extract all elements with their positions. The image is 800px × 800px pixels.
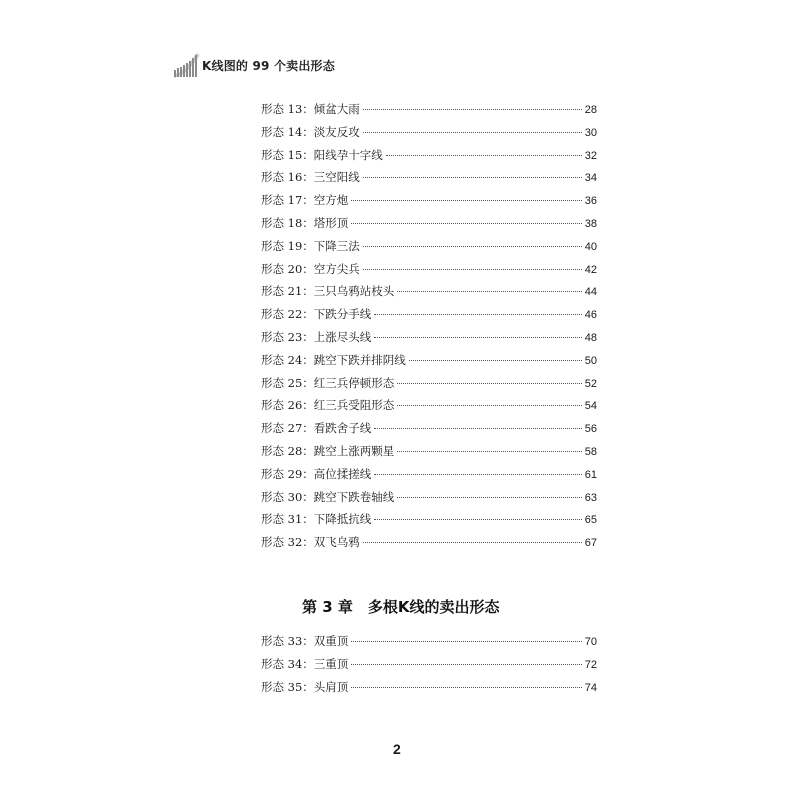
dot-leader — [386, 155, 582, 156]
page-reference: 56 — [584, 423, 597, 436]
separator: ： — [302, 512, 314, 527]
toc-entry[interactable] — [261, 511, 597, 534]
pattern-name: 三只乌鸦站枝头 — [313, 284, 395, 299]
separator: ： — [302, 193, 314, 208]
dot-leader — [397, 497, 581, 498]
dot-leader — [374, 314, 581, 315]
pattern-name: 塔形顶 — [313, 215, 349, 230]
pattern-number: 形态 19 — [261, 238, 303, 253]
pattern-number: 形态 25 — [261, 375, 303, 390]
dot-leader — [351, 200, 581, 201]
pattern-number: 形态 32 — [261, 535, 303, 550]
toc-entry[interactable] — [261, 679, 597, 702]
dot-leader — [363, 269, 582, 270]
page-reference: 38 — [584, 217, 597, 230]
pattern-name: 淡友反攻 — [313, 124, 360, 139]
pattern-name: 跳空下跌并排阴线 — [313, 352, 406, 367]
separator: ： — [302, 284, 314, 299]
page-reference: 32 — [584, 149, 597, 162]
pattern-number: 形态 20 — [261, 261, 303, 276]
pattern-number: 形态 33 — [261, 634, 303, 648]
toc-entry[interactable] — [261, 283, 597, 306]
pattern-name: 红三兵受阻形态 — [313, 398, 395, 413]
toc-entry[interactable] — [261, 656, 597, 679]
separator: ： — [302, 489, 314, 504]
toc-entry[interactable] — [261, 238, 597, 261]
pattern-name: 三空阳线 — [313, 170, 360, 185]
dot-leader — [374, 337, 581, 338]
dot-leader — [363, 109, 582, 110]
separator: ： — [302, 170, 314, 185]
page-reference: 67 — [584, 537, 597, 550]
separator: ： — [302, 307, 314, 322]
toc-entry[interactable] — [261, 489, 597, 512]
dot-leader — [363, 132, 582, 133]
page-reference: 48 — [584, 331, 597, 344]
pattern-name: 头肩顶 — [313, 679, 349, 694]
toc-entry[interactable] — [261, 169, 597, 192]
pattern-number: 形态 28 — [261, 443, 303, 458]
pattern-name: 跳空上涨两颗星 — [313, 443, 395, 458]
separator: ： — [302, 398, 314, 413]
page-reference: 61 — [584, 468, 597, 481]
pattern-number: 形态 21 — [261, 284, 303, 299]
separator: ： — [302, 329, 314, 344]
dot-leader — [397, 291, 581, 292]
separator: ： — [302, 634, 314, 648]
page-number: 2 — [393, 741, 401, 757]
pattern-name: 空方尖兵 — [313, 261, 360, 276]
pattern-number: 形态 17 — [261, 193, 303, 208]
pattern-number: 形态 35 — [261, 679, 303, 694]
pattern-name: 看跌舍子线 — [313, 421, 372, 436]
page-reference: 28 — [584, 104, 597, 116]
toc-entry[interactable] — [261, 329, 597, 352]
page-reference: 36 — [584, 195, 597, 208]
page-reference: 74 — [584, 681, 597, 694]
dot-leader — [351, 687, 581, 688]
page-reference: 54 — [584, 400, 597, 413]
toc-entry[interactable] — [261, 147, 597, 170]
pattern-number: 形态 27 — [261, 421, 303, 436]
pattern-number: 形态 13 — [261, 102, 303, 116]
pattern-name: 三重顶 — [313, 656, 349, 671]
toc-list-part1 — [261, 101, 597, 557]
separator: ： — [302, 375, 314, 390]
toc-entry[interactable] — [261, 124, 597, 147]
toc-list-part2 — [261, 633, 597, 701]
dot-leader — [374, 519, 581, 520]
page-reference: 72 — [584, 658, 597, 671]
separator: ： — [302, 535, 314, 550]
dot-leader — [397, 405, 581, 406]
pattern-name: 倾盆大雨 — [313, 102, 360, 116]
page-reference: 52 — [584, 377, 597, 390]
page-reference: 63 — [584, 491, 597, 504]
pattern-name: 空方炮 — [313, 193, 349, 208]
pattern-number: 形态 15 — [261, 147, 303, 162]
pattern-number: 形态 29 — [261, 466, 303, 481]
separator: ： — [302, 102, 314, 116]
running-header — [172, 52, 335, 78]
toc-entry[interactable] — [261, 420, 597, 443]
separator: ： — [302, 124, 314, 139]
toc-entry[interactable] — [261, 215, 597, 238]
dot-leader — [363, 542, 582, 543]
separator: ： — [302, 352, 314, 367]
toc-entry[interactable] — [261, 466, 597, 489]
toc-entry[interactable] — [261, 261, 597, 284]
page-reference: 50 — [584, 354, 597, 367]
page-reference: 70 — [584, 636, 597, 648]
pattern-name: 下降三法 — [313, 238, 360, 253]
pattern-number: 形态 34 — [261, 656, 303, 671]
toc-entry[interactable] — [261, 534, 597, 557]
dot-leader — [363, 246, 582, 247]
pattern-name: 下跌分手线 — [313, 307, 372, 322]
toc-entry[interactable] — [261, 633, 597, 656]
separator: ： — [302, 421, 314, 436]
dot-leader — [351, 641, 581, 642]
page-reference: 42 — [584, 263, 597, 276]
pattern-name: 高位揉搓线 — [313, 466, 372, 481]
dot-leader — [374, 474, 581, 475]
pattern-name: 阳线孕十字线 — [313, 147, 383, 162]
chapter-title: 第 3 章 多根K线的卖出形态 — [302, 598, 500, 616]
page-reference: 58 — [584, 445, 597, 458]
page-reference: 30 — [584, 126, 597, 139]
pattern-name: 红三兵停顿形态 — [313, 375, 395, 390]
dot-leader — [397, 383, 581, 384]
separator: ： — [302, 147, 314, 162]
separator: ： — [302, 466, 314, 481]
separator: ： — [302, 215, 314, 230]
pattern-number: 形态 30 — [261, 489, 303, 504]
pattern-name: 下降抵抗线 — [313, 512, 372, 527]
page-reference: 40 — [584, 240, 597, 253]
toc-entry[interactable] — [261, 397, 597, 420]
separator: ： — [302, 261, 314, 276]
page-reference: 65 — [584, 514, 597, 527]
pattern-number: 形态 18 — [261, 215, 303, 230]
pattern-number: 形态 31 — [261, 512, 303, 527]
toc-entry[interactable] — [261, 192, 597, 215]
separator: ： — [302, 238, 314, 253]
toc-entry[interactable] — [261, 306, 597, 329]
pattern-name: 跳空下跌卷轴线 — [313, 489, 395, 504]
dot-leader — [397, 451, 581, 452]
page-reference: 44 — [584, 286, 597, 299]
dot-leader — [374, 428, 581, 429]
pattern-number: 形态 26 — [261, 398, 303, 413]
toc-entry[interactable] — [261, 443, 597, 466]
separator: ： — [302, 443, 314, 458]
pattern-number: 形态 23 — [261, 329, 303, 344]
dot-leader — [351, 664, 581, 665]
pattern-number: 形态 24 — [261, 352, 303, 367]
book-title: K线图的 99 个卖出形态 — [202, 59, 335, 73]
dot-leader — [351, 223, 581, 224]
dot-leader — [363, 177, 582, 178]
pattern-number: 形态 16 — [261, 170, 303, 185]
pattern-name: 上涨尽头线 — [313, 329, 372, 344]
separator: ： — [302, 679, 314, 694]
pattern-number: 形态 22 — [261, 307, 303, 322]
dot-leader — [409, 360, 582, 361]
toc-entry[interactable] — [261, 352, 597, 375]
page-reference: 34 — [584, 172, 597, 185]
pattern-name: 双飞乌鸦 — [313, 535, 360, 550]
bar-chart-logo-icon — [172, 52, 200, 78]
pattern-number: 形态 14 — [261, 124, 303, 139]
toc-entry[interactable] — [261, 375, 597, 398]
pattern-name: 双重顶 — [313, 634, 349, 648]
toc-entry[interactable] — [261, 101, 597, 124]
page-reference: 46 — [584, 309, 597, 322]
separator: ： — [302, 656, 314, 671]
